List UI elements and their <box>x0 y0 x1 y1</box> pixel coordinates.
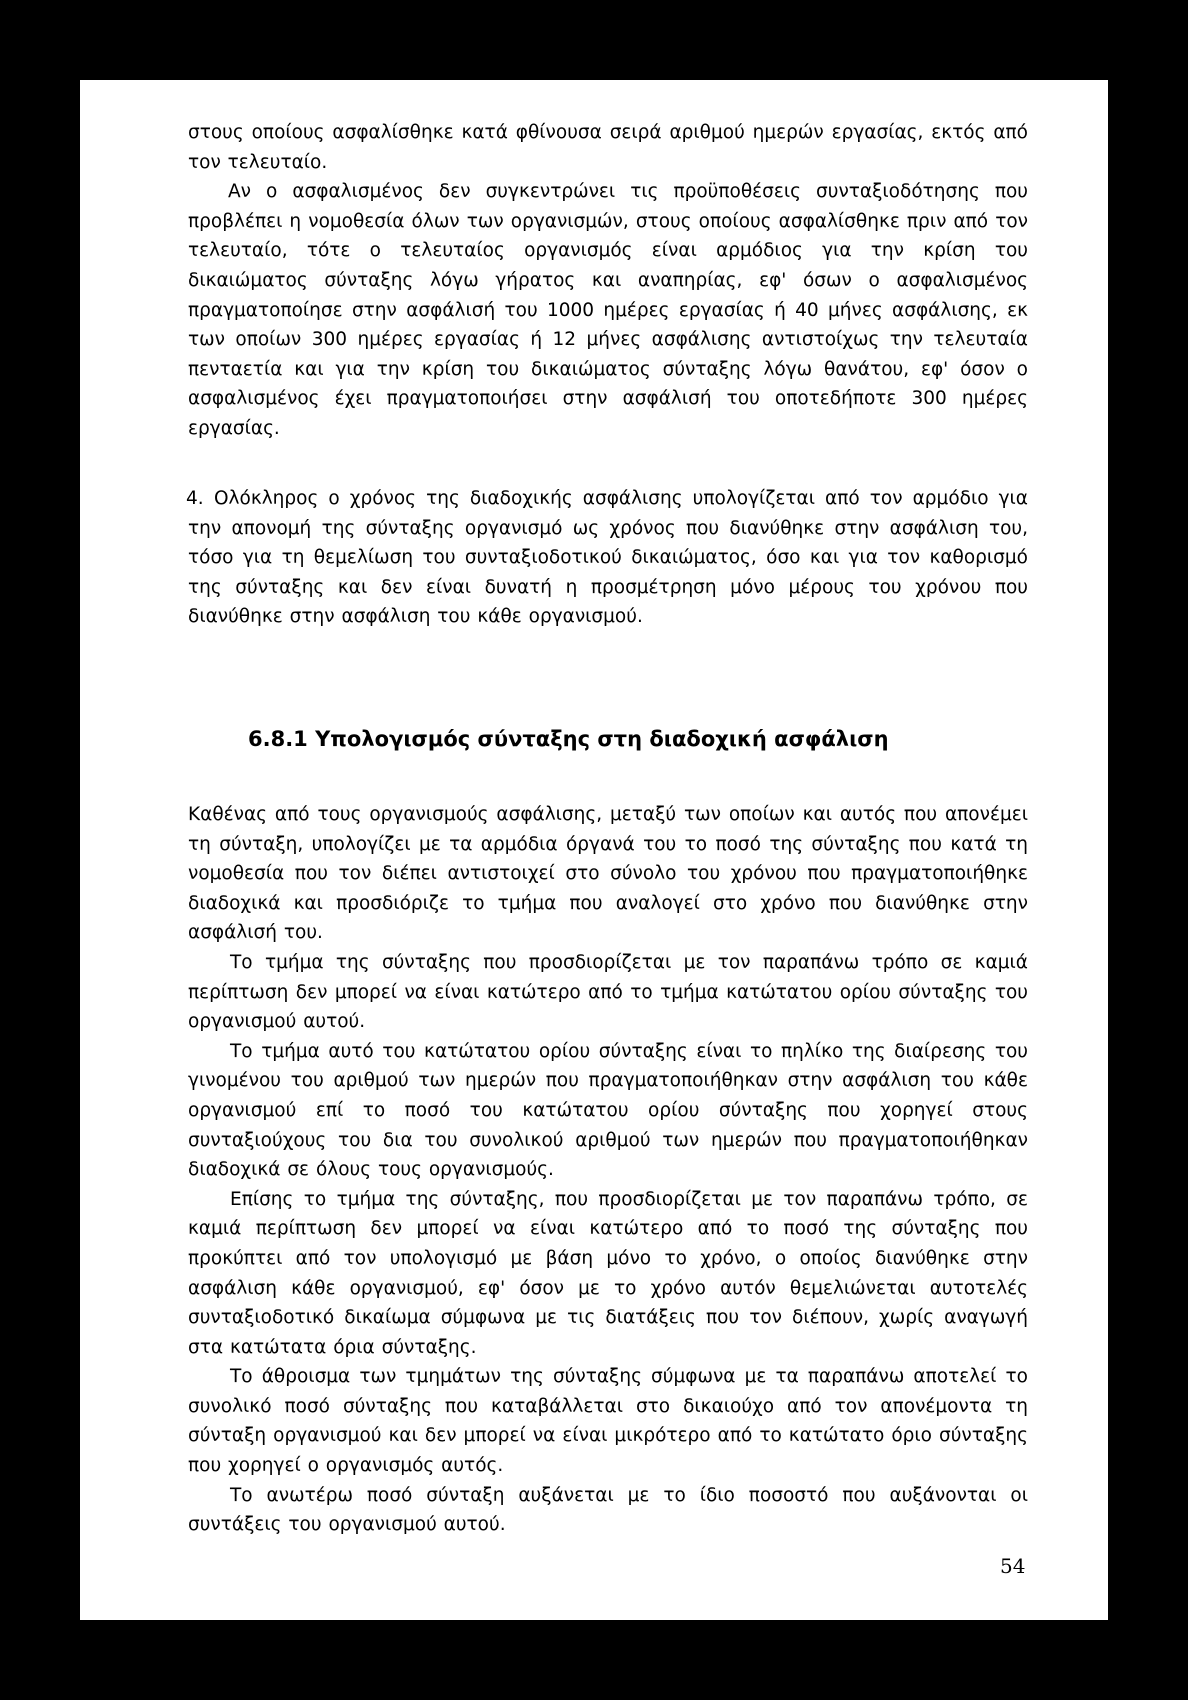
body-paragraph-4: Επίσης το τμήμα της σύνταξης, που προσδιορίζεται με τον παραπάνω τρόπο, σε καμιά περίπτωση δεν μπορεί να είναι κατώτερο από το ποσό της σύνταξης που προκύπτει από τον υπολογισμό με βάση μόνο το χρόνο, ο οποίος διανύθηκε στην ασφάλιση κάθε οργανισμού, εφ' όσον με το χρόνο αυτόν θεμελιώνεται αυτοτελές συνταξιοδοτικό δικαίωμα σύμφωνα με τις διατάξεις που τον διέπουν, χωρίς αναγωγή στα κατώτατα όρια σύνταξης. <box>188 1188 1028 1358</box>
body-paragraph-1: Καθένας από τους οργανισμούς ασφάλισης, μεταξύ των οποίων και αυτός που απονέμει τη σύνταξη, υπολογίζει με τα αρμόδια όργανά του το ποσό της σύνταξης που κατά τη νομοθεσία που τον διέπει αντιστοιχεί στο σύνολο του χρόνου που πραγματοποιήθηκε διαδοχικά και προσδιόριζε το τμήμα που αναλογεί στο χρόνο που διανύθηκε στην ασφάλισή του. <box>188 804 1028 944</box>
page-number: 54 <box>1000 1554 1026 1578</box>
list-item-4-body: Ολόκληρος ο χρόνος της διαδοχικής ασφάλισης υπολογίζεται από τον αρμόδιο για την απονομή της σύνταξης οργανισμό ως χρόνος που διανύθηκε στην ασφάλιση του, τόσο για τη θεμελίωση του συνταξιοδοτικού δικαιώματος, όσο και για τον καθορισμό της σύνταξης και δεν είναι δυνατή η προσμέτρηση μόνο μέρους του χρόνου που διανύθηκε στην ασφάλιση του κάθε οργανισμού. <box>188 488 1028 628</box>
section-heading: 6.8.1 Υπολογισμός σύνταξης στη διαδοχική ασφάλιση <box>248 727 889 751</box>
body-paragraph-3: Το τμήμα αυτό του κατώτατου ορίου σύνταξης είναι το πηλίκο της διαίρεσης του γινομένου του αριθμού των ημερών που πραγματοποιήθηκαν στην ασφάλιση του κάθε οργανισμού επί το ποσό του κατώτατου ορίου σύνταξης που χορηγεί στους συνταξιούχους του δια του συνολικού αριθμού των ημερών που πραγματοποιήθηκαν διαδοχικά σε όλους τους οργανισμούς. <box>188 1040 1028 1181</box>
list-item-4-text <box>188 484 1028 632</box>
intro-paragraph: Αν ο ασφαλισμένος δεν συγκεντρώνει τις προϋποθέσεις συνταξιοδότησης που προβλέπει η νομοθεσία όλων των οργανισμών, στους οποίους ασφαλίσθηκε πριν από τον τελευταίο, τότε ο τελευταίος οργανισμός είναι αρμόδιος για την κρίση του δικαιώματος σύνταξης λόγω γήρατος και αναπηρίας, εφ' όσων ο ασφαλισμένος πραγματοποίησε στην ασφάλισή του 1000 ημέρες εργασίας ή 40 μήνες ασφάλισης, εκ των οποίων 300 ημέρες εργασίας ή 12 μήνες ασφάλισης αντιστοίχως την τελευταία πενταετία και για την κρίση του δικαιώματος σύνταξης λόγω θανάτου, εφ' όσον ο ασφαλισμένος έχει πραγματοποιήσει στην ασφάλισή του οποτεδήποτε 300 ημέρες εργασίας. <box>188 181 1028 439</box>
intro-continuation-text: στους οποίους ασφαλίσθηκε κατά φθίνουσα σειρά αριθμού ημερών εργασίας, εκτός από τον τελευταίο. <box>188 122 1028 173</box>
section-body <box>188 800 1028 1540</box>
body-paragraph-2: Το τμήμα της σύνταξης που προσδιορίζεται με τον παραπάνω τρόπο σε καμιά περίπτωση δεν μπορεί να είναι κατώτερο από το τμήμα κατώτατου ορίου σύνταξης του οργανισμού αυτού. <box>188 951 1028 1033</box>
body-paragraph-6: Το ανωτέρω ποσό σύνταξη αυξάνεται με το ίδιο ποσοστό που αυξάνονται οι συντάξεις του οργανισμού αυτού. <box>188 1484 1028 1536</box>
intro-section <box>188 118 1028 444</box>
list-item-4-number: 4. <box>186 488 204 509</box>
document-page <box>80 80 1108 1620</box>
list-item-4 <box>188 484 1028 632</box>
body-paragraph-5: Το άθροισμα των τμημάτων της σύνταξης σύμφωνα με τα παραπάνω αποτελεί το συνολικό ποσό σύνταξης που καταβάλλεται στο δικαιούχο από τον απονέμοντα τη σύνταξη οργανισμού και δεν μπορεί να είναι μικρότερο από το κατώτατο όριο σύνταξης που χορηγεί ο οργανισμός αυτός. <box>188 1366 1028 1477</box>
